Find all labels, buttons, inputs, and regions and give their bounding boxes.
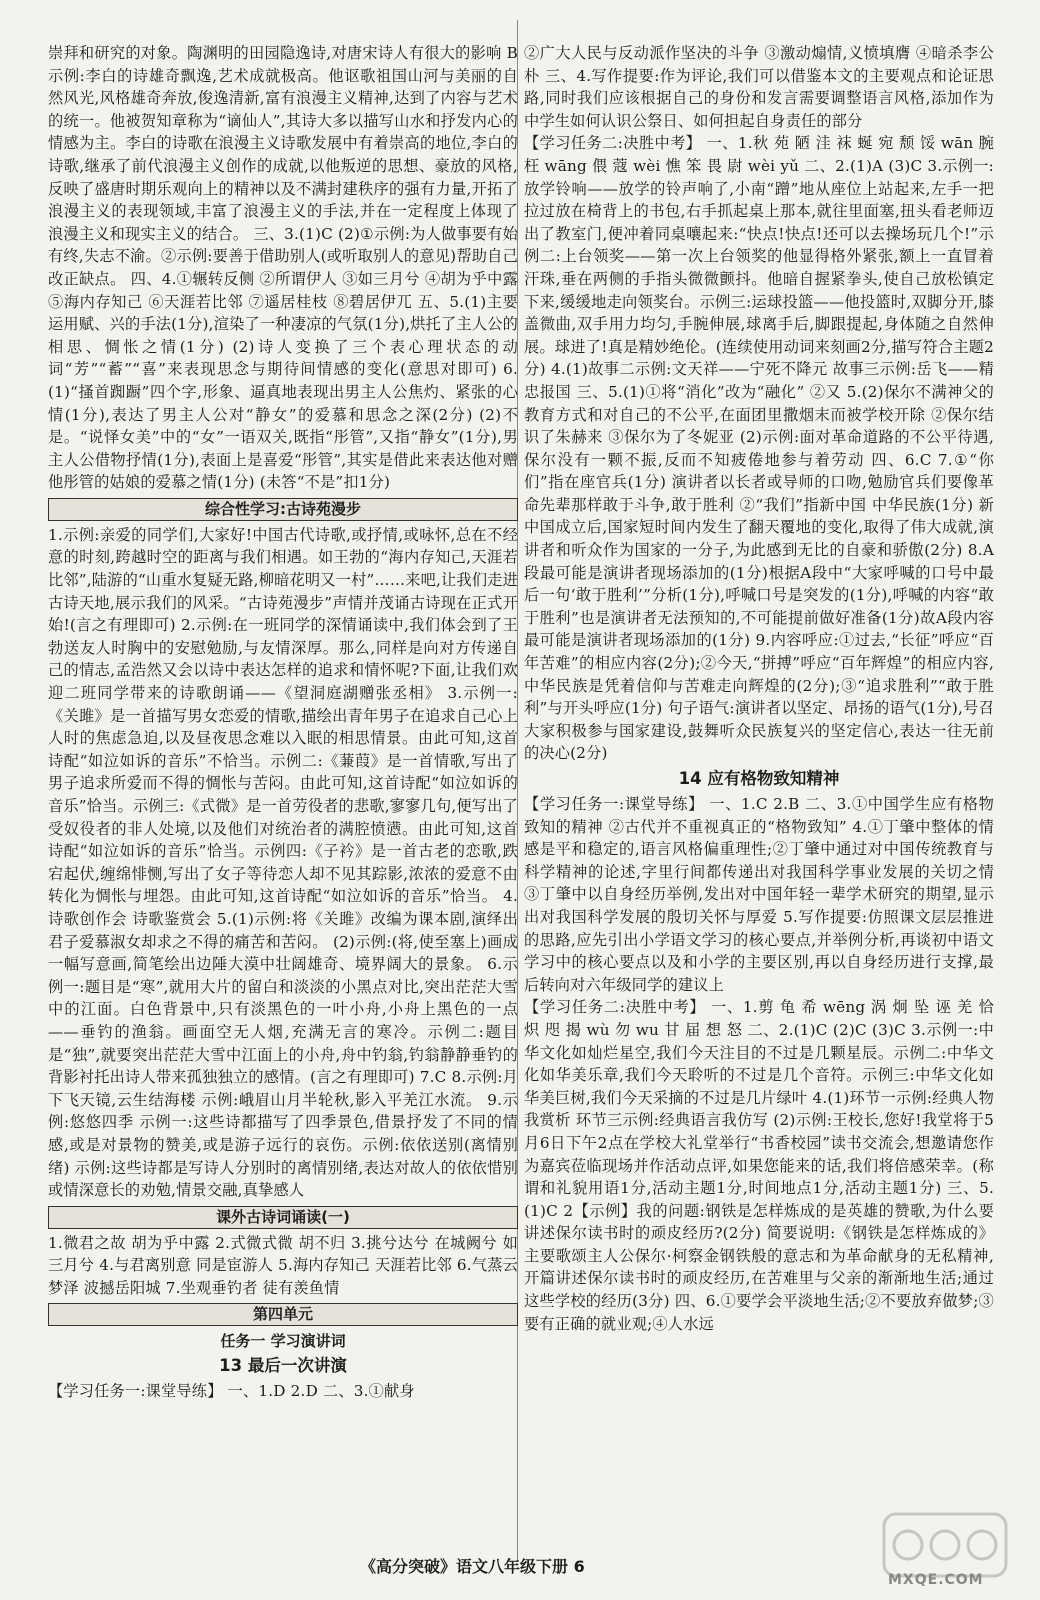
left-paragraph-2: 1.示例:亲爱的同学们,大家好!中国古代诗歌,或抒情,或咏怀,总在不经意的时刻,跨越时空的距离与我们相遇。如王勃的“海内存知己,天涯若比邻”,陆游的“山重水复疑无路,柳暗花明又一村”……来吧,让我们走进古诗天地,展示我们的风采。“古诗苑漫步”声情并茂诵古诗现在正式开始!(言之有理即可) 2.示例:在一班同学的深情诵读中,我们体会到了王勃送友人时胸中的安慰勉励,与友情深厚。那么,同样是向对方传递自己的情志,孟浩然又会以诗中表达怎样的追求和情怀呢?下面,让我们欢迎二班同学带来的诗歌朗诵——《望洞庭湖赠张丞相》 3.示例一:《关雎》是一首描写男女恋爱的情歌,描绘出青年男子在追求自己心上人时的焦虑急迫,以及昼夜思念难以入眠的相思情景。由此可知,这首诗配“如泣如诉的音乐”不恰当。示例二:《蒹葭》是一首情歌,写出了男子追求所爱而不得的惆怅与苦闷。由此可知,这首诗配“如泣如诉的音乐”恰当。示例三:《式微》是一首劳役者的悲歌,寥寥几句,便写出了受奴役者的非人处境,以及他们对统治者的满腔愤懑。由此可知,这首诗配“如泣如诉的音乐”恰当。示例四:《子衿》是一首古老的恋歌,跌宕起伏,缠绵悱恻,写出了女子等待恋人却不见其踪影,浓浓的爱意不由转化为惆怅与埋怨。由此可知,这首诗配“如泣如诉的音乐”恰当。 4.诗歌创作会 诗歌鉴赏会 5.(1)示例:将《关雎》改编为课本剧,演绎出君子爱慕淑女却求之不得的痛苦和苦闷。 (2)示例:(将,使至塞上)画成一幅写意画,简笔绘出边陲大漠中壮阔雄奇、境界阔大的景象。 6.示例一:题目是“寒”,就用大片的留白和淡淡的小黑点对比,突出茫茫大雪中的江面。白色背景中,只有淡黑色的一叶小舟,小舟上黑色的一点——垂钓的渔翁。画面空无人烟,充满无言的寒冷。示例二:题目是“独”,就要突出茫茫大雪中江面上的小舟,舟中钓翁,钓翁静静垂钓的背影衬托出诗人带来孤独独立的感情。(言之有理即可) 7.C 8.示例:月下飞天镜,云生结海楼 示例:峨眉山月半轮秋,影入平羌江水流。 9.示例:悠悠四季 示例一:这些诗都描写了四季景色,借景抒发了不同的情感,或是对景物的赞美,或是游子远行的哀伤。示例:依依送别(离情别绪) 示例:这些诗都是写诗人分别时的离情别绪,表达对故人的依依惜别或情深意长的劝勉,情景交融,真挚感人: [48, 525, 518, 1200]
unit-heading: 第四单元: [48, 1303, 518, 1326]
right-paragraph-1: ②广大人民与反动派作坚决的斗争 ③激动煽情,义愤填膺 ④暗杀李公朴 三、4.写作提要:作为评论,我们可以借鉴本文的主要观点和论证思路,同时我们应该根据自己的身份和发言需要调整语言风格,添加作为中学生如何认识公祭日、如何担起自身责任的部分: [524, 44, 994, 130]
watermark-text: MXQE.COM: [888, 1572, 984, 1588]
right-paragraph-3: 【学习任务一:课堂导练】 一、1.C 2.B 二、3.①中国学生应有格物致知的精神 ②古代并不重视真正的“格物致知” 4.①丁肇中整体的情感是平和稳定的,语言风格偏重理性;②丁肇中通过对中国传统教育与科学精神的论述,字里行间都传递出对我国科学事业发展的关切之情 ③丁肇中以自身经历举例,发出对中国年轻一辈学术研究的期望,显示出对我国科学发展的殷切关怀与厚爱 5.写作提要:仿照课文层层推进的思路,应先引出小学语文学习的核心要点,并举例分析,再谈初中语文学习中的核心要点以及和小学的主要区别,再以自身经历进行支撑,最后转向对六年级同学的建议上: [524, 795, 994, 994]
right-column: [524, 42, 994, 1335]
left-paragraph-4: 【学习任务一:课堂导练】 一、1.D 2.D 二、3.①献身: [48, 1382, 415, 1401]
lesson-14-title: 14 应有格物致知精神: [678, 769, 840, 788]
right-paragraph-4: 【学习任务二:决胜中考】 一、1.剪 龟 希 wēng 涡 炯 坠 诬 羌 恰 炽 咫 揭 wù 勿 wu 甘 届 想 怒 二、2.(1)C (2)C (3)C 3.示例一:中华文化如灿烂星空,我们今天注目的不过是几颗星辰。示例二:中华文化如华美乐章,我们今天聆听的不过是几个音符。示例三:中华文化如华美巨树,我们今天采摘的不过是几片绿叶 4.(1)环节一示例:经典人物我赏析 环节三示例:经典语言我仿写 (2)示例:王校长,您好!我堂将于5月6日下午2点在学校大礼堂举行“书香校园”读书交流会,想邀请您作为嘉宾莅临现场并作活动点评,如果您能来的话,我们将倍感荣幸。(称谓和礼貌用语1分,活动主题1分,时间地点1分,活动主题1分) 三、5.(1)C 2【示例】我的问题:钢铁是怎样炼成的是英雄的赞歌,为什么要讲述保尔读书时的顽皮经历?(2分) 简要说明:《钢铁是怎样炼成的》主要歌颂主人公保尔·柯察金钢铁般的意志和为革命献身的无私精神,开篇讲述保尔读书时的顽皮经历,在苦难里与父亲的渐渐地生活;通过这些学校的经历(3分) 四、6.①要学会平淡地生活;②不要放弃做梦;③要有正确的就业观;④人水远: [524, 998, 994, 1333]
section-heading-extracurricular: 课外古诗词诵读(一): [48, 1206, 518, 1229]
lesson-13-title: 13 最后一次讲演: [219, 1356, 347, 1376]
page-footer: 《高分突破》语文八年级下册 6: [360, 1557, 585, 1576]
task-heading: 任务一 学习演讲词: [220, 1332, 346, 1351]
section-heading-ancient-poetry: 综合性学习:古诗苑漫步: [48, 498, 518, 521]
right-paragraph-2: 【学习任务二:决胜中考】 一、1.秋 苑 陋 洼 袜 蜒 宛 颓 馁 wān 腕 枉 wāng 偎 蔻 wèi 憔 笨 畏 尉 wèi yǔ 二、2.(1)A (3)C 3.示例一:放学铃响——放学的铃声响了,小南“蹭”地从座位上站起来,左手一把拉过放在椅背上的书包,右手抓起桌上那本,就往里面塞,扭头看老师迈出了教室门,便冲着同桌嚷起来:“快点!快点!还可以去操场玩几个!”示例二:上台领奖——第一次上台领奖的他显得格外紧张,额上一直冒着汗珠,垂在两侧的手指头微微颤抖。他暗自握紧拳头,使自己放松镇定下来,缓缓地走向领奖台。示例三:运球投篮——他投篮时,双脚分开,膝盖微曲,双手用力均匀,手腕伸展,球离手后,脚跟提起,身体随之自然伸展。球进了!真是精妙绝伦。(连续使用动词来刻画2分,描写符合主题2分) 4.(1)故事二示例:文天祥——宁死不降元 故事三示例:岳飞——精忠报国 三、5.(1)①将“消化”改为“融化” ②又 5.(2)保尔不满神父的教育方式和对自己的不公平,在面团里撒烟末而被学校开除 ②保尔结识了朱赫来 ③保尔为了冬妮亚 (2)示例:面对革命道路的不公平待遇,保尔没有一颗不振,反而不知疲倦地参与着劳动 四、6.C 7.①“你们”指在座官兵(1分) 演讲者以长者或导师的口吻,勉励官兵们要像革命先辈那样敢于斗争,敢于胜利 ②“我们”指新中国 中华民族(1分) 新中国成立后,国家短时间内发生了翻天覆地的变化,取得了伟大成就,演讲者和听众作为国家的一分子,为此感到无比的自豪和骄傲(2分) 8.A 段最可能是演讲者现场添加的(1分)根据A段中“大家呼喊的口号中最后一句‘敢于胜利’”分析(1分),呼喊口号是突发的(1分),呼喊的内容“敢于胜利”也是演讲者无法预知的,不可能提前做好准备(1分)故A段内容最可能是演讲者现场添加的(1分) 9.内容呼应:①过去,“长征”呼应“百年苦难”的相应内容(2分);②今天,“拼搏”呼应“百年辉煌”的相应内容,中华民族是凭着信仰与苦难走向辉煌的(2分);③“追求胜利”“敢于胜利”与开头呼应(1分) 句子语气:演讲者以坚定、昂扬的语气(1分),号召大家积极参与国家建设,鼓舞听众民族复兴的坚定信心,表达一往无前的决心(2分): [524, 134, 994, 763]
left-paragraph-1: 崇拜和研究的对象。陶渊明的田园隐逸诗,对唐宋诗人有很大的影响 B示例:李白的诗雄奇飘逸,艺术成就极高。他讴歌祖国山河与美丽的自然风光,风格雄奇奔放,俊逸清新,富有浪漫主义精神,达到了内容与艺术的统一。他被贺知章称为“谪仙人”,其诗大多以描写山水和抒发内心的情感为主。李白的诗歌在浪漫主义诗歌发展中有着崇高的地位,李白的诗歌,继承了前代浪漫主义创作的成就,以他叛逆的思想、豪放的风格,反映了盛唐时期乐观向上的精神以及不满封建秩序的强有力量,开拓了浪漫主义的表现领域,丰富了浪漫主义的手法,并在一定程度上体现了浪漫主义和现实主义的结合。 三、3.(1)C (2)①示例:为人做事要有始有终,失志不渝。②示例:要善于借助别人(或听取别人的意见)帮助自己改正缺点。 四、4.①辗转反侧 ②所谓伊人 ③如三月兮 ④胡为乎中露 ⑤海内存知己 ⑥天涯若比邻 ⑦遥居桂枝 ⑧碧居伊兀 五、5.(1)主要运用赋、兴的手法(1分),渲染了一种凄凉的气氛(1分),烘托了主人公的相思、惆怅之情(1分) (2)诗人变换了三个表心理状态的动词“芳”“蓄”“喜”来表现思念与期待间情感的变化(意思对即可) 6.(1)“搔首踟蹰”四个字,形象、逼真地表现出男主人公焦灼、紧张的心情(1分),表达了男主人公对“静女”的爱慕和思念之深(2分) (2)不是。“说怿女美”中的“女”一语双关,既指“彤管”,又指“静女”(1分),男主人公借物抒情(1分),表面上是喜爱“彤管”,其实是借此来表达他对赠他彤管的姑娘的爱慕之情(1分) (未答“不是”扣1分): [48, 44, 518, 492]
left-column: [48, 42, 518, 1403]
left-paragraph-3: 1.微君之故 胡为乎中露 2.式微式微 胡不归 3.挑兮达兮 在城阙兮 如三月兮 4.与君离别意 同是宦游人 5.海内存知己 天涯若比邻 6.气蒸云梦泽 波撼岳阳城 7.坐观垂钓者 徒有羡鱼情: [48, 1233, 518, 1297]
